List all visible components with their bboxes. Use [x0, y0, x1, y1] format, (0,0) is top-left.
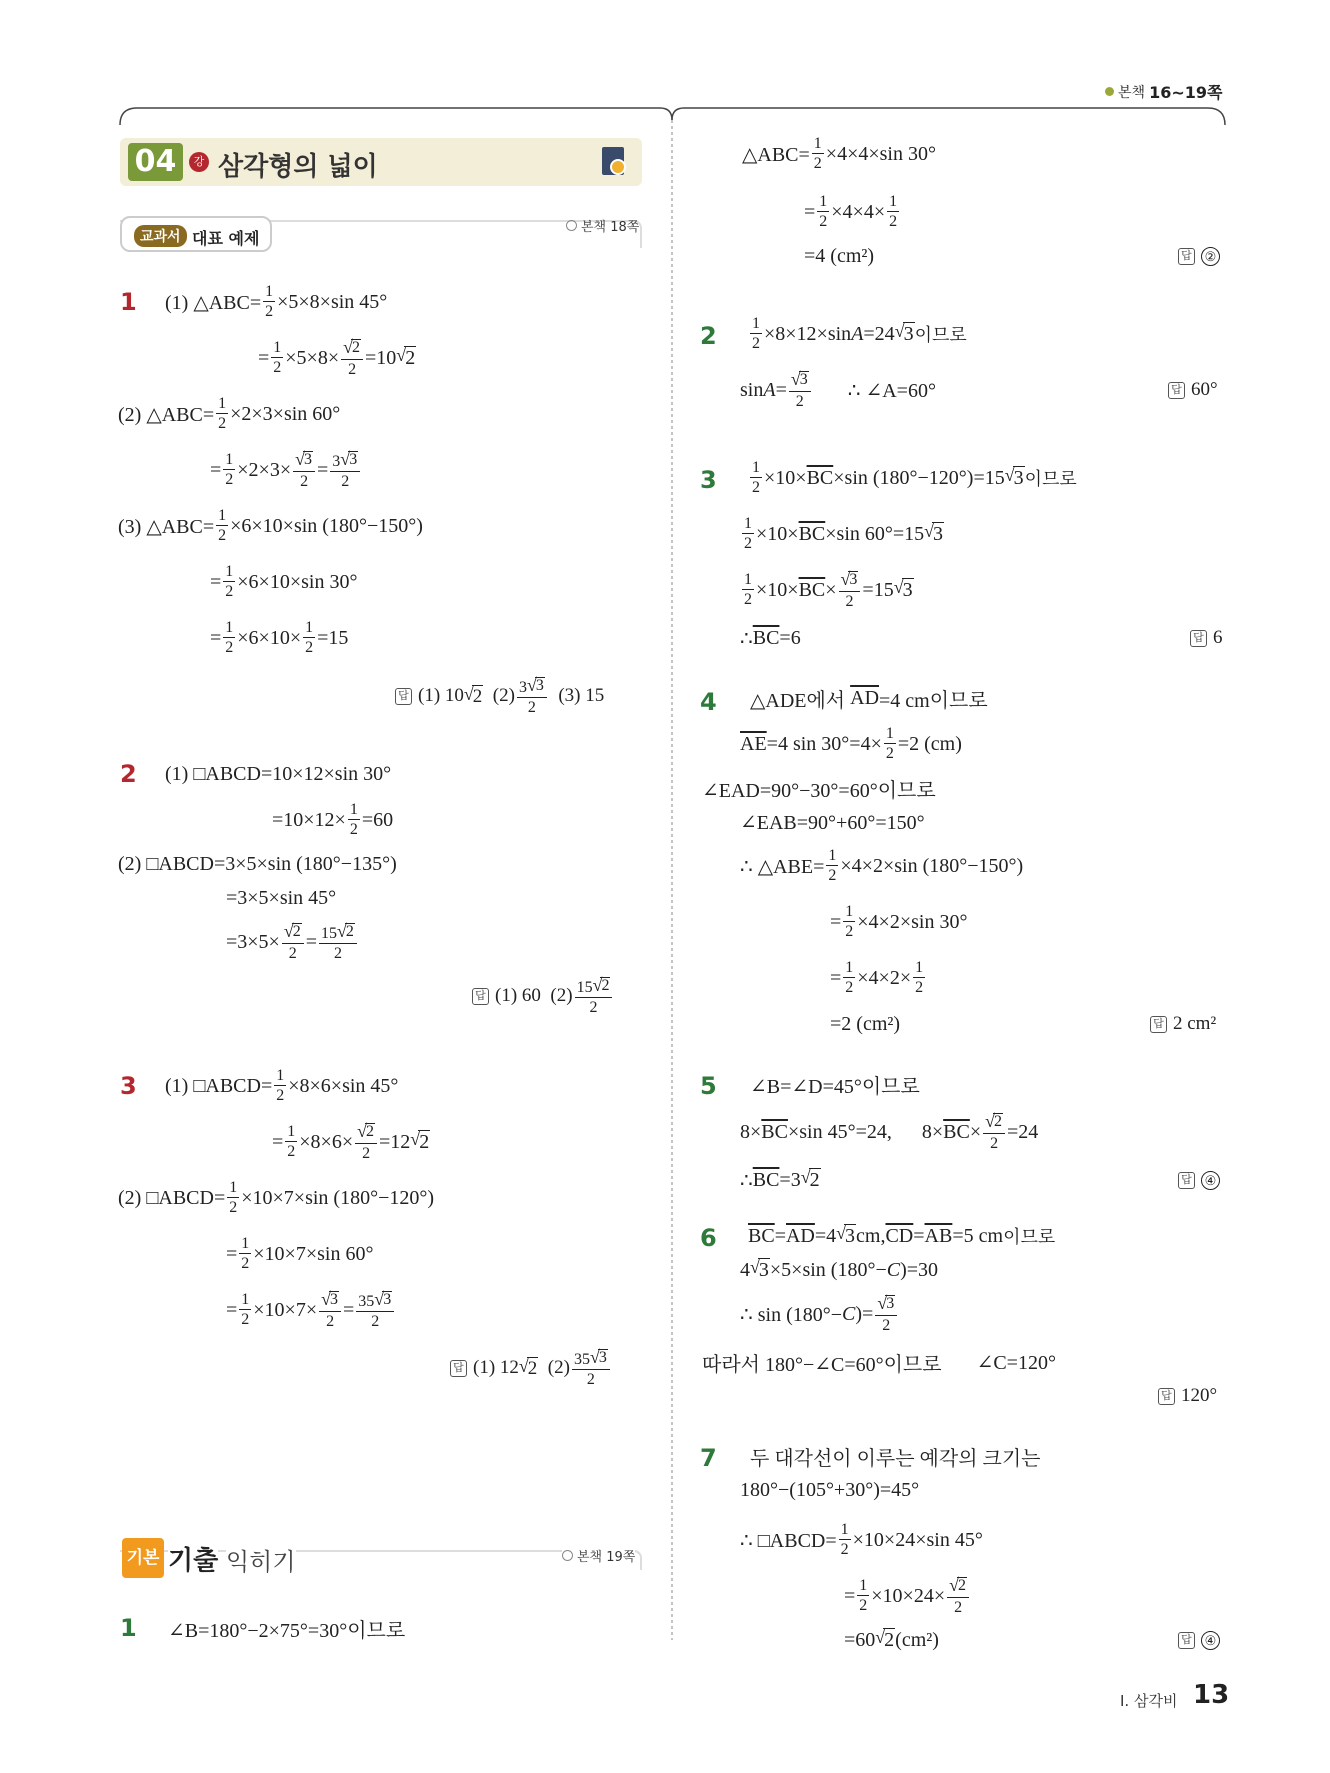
math-line: = 1 2 ×6×10×sin 30°: [210, 563, 358, 600]
math-line: ∴ sin (180°− C )= √ 3 2: [740, 1294, 899, 1334]
math-line: 8× $\overline{BC}$ ×sin 45°=24, 8× $\overline{BC}$ × √ 2 2 =24: [740, 1110, 1039, 1152]
math-line: 1 2 ×8×12×sin A =24 √ 3 이므로: [752, 315, 967, 352]
math-line: = 1 2 ×10×24× √ 2 2: [844, 1576, 971, 1616]
problem-number: 3: [120, 1072, 137, 1100]
math-line: = 1 2 ×10×7×sin 60°: [226, 1235, 374, 1272]
problem-number: 7: [700, 1444, 717, 1472]
section-label-bold: 기출: [168, 1540, 218, 1577]
problem-number: 1: [120, 288, 137, 316]
answer: 답 (1) 12 √ 2 (2) 35 √ 3 2: [450, 1348, 612, 1388]
math-line: ∠B=∠D=45°이므로: [750, 1075, 920, 1098]
answer: 답 ④: [1178, 1620, 1220, 1660]
problem-number: 1: [120, 1614, 137, 1642]
math-line: = 1 2 ×5×8× √ 2 2 =10 √ 2: [258, 336, 416, 378]
math-line: ∴ $\overline{BC}$ =3 √ 2: [740, 1167, 820, 1192]
chapter-title: 삼각형의 넓이: [218, 152, 378, 182]
problem-number: 4: [700, 688, 717, 716]
circle-icon: [562, 1550, 573, 1561]
footer-chapter: Ⅰ. 삼각비: [1120, 1692, 1178, 1710]
math-line: = 1 2 ×4×2× 1 2: [830, 959, 924, 996]
math-line: = 1 2 ×6×10× 1 2 =15: [210, 619, 349, 656]
math-line: 1 2 ×10× $\overline{BC}$ ×sin 60°=15 √ 3: [744, 515, 944, 552]
basic-badge: 기본: [122, 1538, 164, 1578]
math-line: =60 √ 2 (cm²): [844, 1627, 939, 1651]
math-line: =3×5×sin 45°: [226, 886, 337, 909]
answer: 답 60°: [1168, 370, 1218, 410]
problem-number: 2: [700, 322, 717, 350]
math-line: ∠B=180°−2×75°=30°이므로: [168, 1619, 406, 1642]
math-line: 따라서 180°−∠C=60°이므로 ∠C=120°: [702, 1351, 1056, 1376]
problem-number: 2: [120, 760, 137, 788]
math-line: (1) △ABC= 1 2 ×5×8×sin 45°: [165, 283, 388, 320]
math-line: sin A = √ 3 2 ∴ ∠A=60°: [740, 368, 936, 410]
answer: 답 2 cm²: [1150, 1004, 1216, 1044]
math-line: = 1 2 ×4×4× 1 2: [804, 193, 898, 230]
math-line: = 1 2 ×4×2×sin 30°: [830, 903, 968, 940]
math-line: (2) □ABCD=3×5×sin (180°−135°): [118, 852, 397, 875]
section-page-ref: 본책 19쪽: [562, 1546, 635, 1565]
math-line: ∴ $\overline{BC}$ =6: [740, 626, 801, 650]
math-line: 180°−(105°+30°)=45°: [740, 1478, 920, 1501]
math-line: ∴ △ABE= 1 2 ×4×2×sin (180°−150°): [740, 847, 1024, 884]
math-line: (2) △ABC= 1 2 ×2×3×sin 60°: [118, 395, 341, 432]
answer: 답 ④: [1178, 1160, 1220, 1200]
math-line: 1 2 ×10× $\overline{BC}$ ×sin (180°−120°)=15 √ 3 이므로: [752, 459, 1077, 496]
answer: 답 (1) 60 (2) 15 √ 2 2: [472, 976, 614, 1016]
answer: 답 ②: [1178, 236, 1220, 276]
math-line: = 1 2 ×2×3× √ 3 2 = 3 √ 3 2: [210, 450, 362, 490]
math-line: ∠EAD=90°−30°=60°이므로: [702, 779, 936, 802]
circle-icon: [566, 220, 577, 231]
page-number: 13: [1193, 1680, 1230, 1710]
math-line: (1) □ABCD= 1 2 ×8×6×sin 45°: [165, 1067, 399, 1104]
math-line: (1) □ABCD=10×12×sin 30°: [165, 762, 392, 785]
math-line: =10×12× 1 2 =60: [272, 801, 394, 838]
chapter-number: 04: [128, 143, 183, 181]
section-label: 익히기: [226, 1542, 296, 1577]
textbook-badge: 교과서: [134, 225, 187, 247]
math-line: $\overline{BC}$ = $\overline{AD}$ =4 √ 3 cm, $\overline{CD}$ = $\overline{AB}$ =5 cm 이므로: [748, 1223, 1056, 1248]
math-line: △ABC= 1 2 ×4×4×sin 30°: [742, 135, 936, 172]
kang-badge: 강: [189, 152, 209, 172]
math-line: △ADE에서 $\overline{AD}$ =4 cm이므로: [750, 686, 988, 712]
math-line: ∠EAB=90°+60°=150°: [740, 811, 925, 834]
answer: 답 (1) 10 √ 2 (2) 3 √ 3 2 (3) 15: [395, 676, 604, 716]
section-label: 대표 예제: [192, 229, 260, 248]
math-line: =4 (cm²): [804, 244, 875, 267]
math-line: 1 2 ×10× $\overline{BC}$ × √ 3 2 =15 √ 3: [744, 568, 913, 610]
answer: 답 120°: [1158, 1376, 1217, 1416]
problem-number: 6: [700, 1224, 717, 1252]
math-line: =2 (cm²): [830, 1012, 901, 1035]
problem-number: 5: [700, 1072, 717, 1100]
math-line: (3) △ABC= 1 2 ×6×10×sin (180°−150°): [118, 507, 423, 544]
math-line: = 1 2 ×8×6× √ 2 2 =12 √ 2: [272, 1120, 430, 1162]
math-line: 두 대각선이 이루는 예각의 크기는: [750, 1447, 1041, 1470]
math-line: (2) □ABCD= 1 2 ×10×7×sin (180°−120°): [118, 1179, 435, 1216]
math-line: = 1 2 ×10×7× √ 3 2 = 35 √ 3 2: [226, 1290, 396, 1330]
section-page-ref: 본책 18쪽: [566, 216, 639, 235]
book-clock-icon: [602, 147, 624, 175]
math-line: =3×5× √ 2 2 = 15 √ 2 2: [226, 922, 359, 962]
page-ref-header: 본책 16~19쪽: [1105, 80, 1222, 103]
problem-number: 3: [700, 466, 717, 494]
math-line: 4 √ 3 ×5×sin (180°− C )=30: [740, 1257, 939, 1281]
answer: 답 6: [1190, 618, 1223, 658]
math-line: ∴ □ABCD= 1 2 ×10×24×sin 45°: [740, 1521, 983, 1558]
math-line: $\overline{AE}$ =4 sin 30°=4× 1 2 =2 (cm): [740, 725, 962, 762]
